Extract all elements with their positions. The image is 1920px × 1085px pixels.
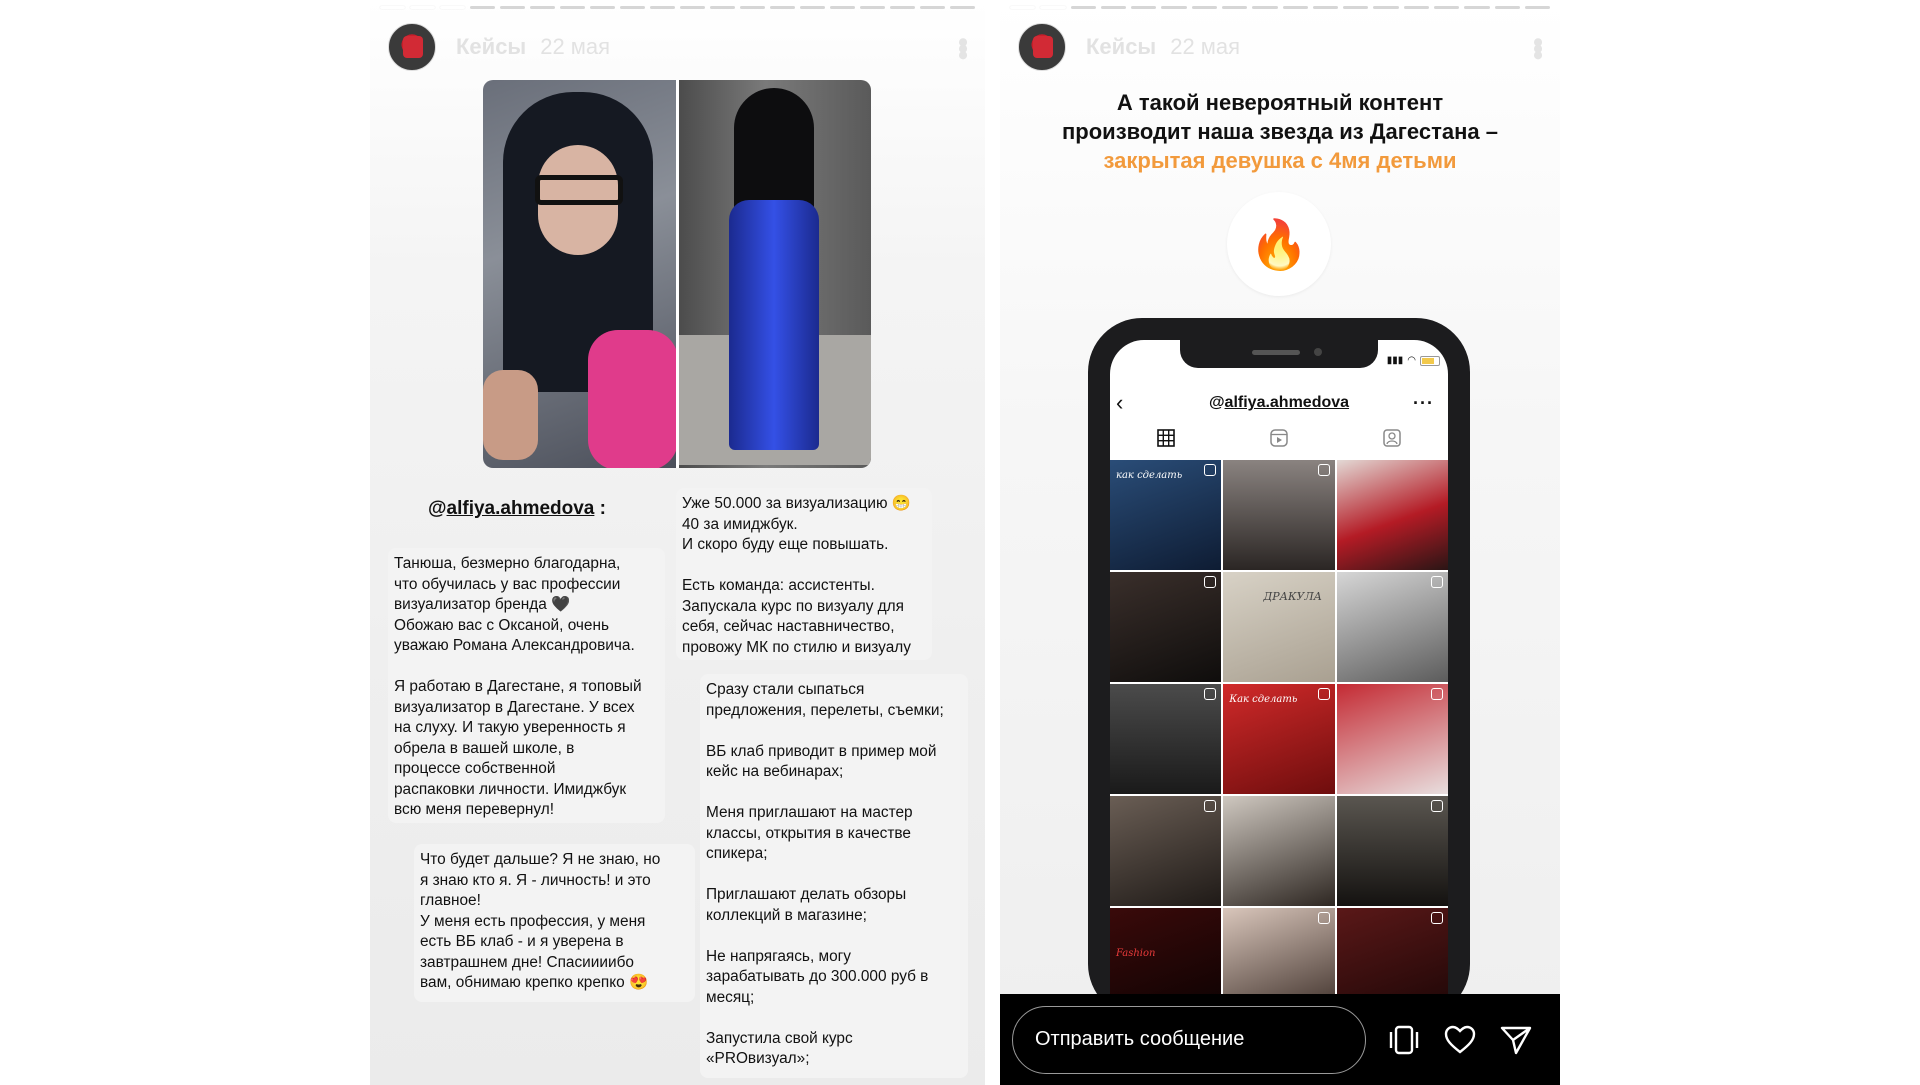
posts-grid [1110,460,1448,1018]
send-icon[interactable] [1498,1022,1534,1058]
story-author-name[interactable]: Кейсы [456,34,527,59]
post-tile[interactable] [1110,572,1221,682]
story-left [370,0,985,1085]
profile-tabs [1110,422,1448,454]
reels-icon [1270,429,1288,447]
testimonial-bubble-3: Что будет дальше? Я не знаю, но я знаю кто я. Я - личность! и это главное! У меня есть профессия, у меня есть ВБ клаб - и я уверена в завтрашнем дне! Спасиииибо вам, обнимаю крепко крепко 😍 [414,844,695,1002]
swap-icon[interactable] [1386,1022,1422,1058]
phone-mockup [1088,318,1470,1018]
post-tile[interactable]: как сделать [1110,460,1221,570]
post-tile[interactable] [1223,796,1334,906]
post-tile[interactable]: ДРАКУЛА [1223,572,1334,682]
more-options-icon[interactable]: ••• [1521,37,1554,57]
testimonial-bubble-1: Танюша, безмерно благодарна, что обучилась у вас профессии визуализатор бренда 🖤 Обожаю вас с Оксаной, очень уважаю Романа Александровича. Я работаю в Дагестане, я топовый визуализатор в Дагестане. У всех на слуху. И такую уверенность я обрела в вашей школе, в процессе собственной распаковки личности. Имиджбук всю меня перевернул! [388,548,665,823]
story-date: 22 мая [540,34,611,59]
fire-reaction-sticker[interactable] [1227,192,1331,296]
profile-handle: @alfiya.ahmedova [1208,394,1350,411]
testimonial-bubble-4: Сразу стали сыпаться предложения, перелеты, съемки; ВБ клаб приводит в пример мой кейс на вебинарах; Меня приглашают на мастер классы, открытия в качестве спикера; Приглашают делать обзоры коллекций в магазине; Не напрягаясь, могу зарабатывать до 300.000 руб в месяц; Запустила свой курс «PROвизуал»; [700,674,968,1078]
wifi-icon: ◠ [1407,355,1416,366]
testimonial-bubble-2: Уже 50.000 за визуализацию 😁 40 за имиджбук. И скоро буду еще повышать. Есть команда: ассистенты. Запускала курс по визуалу для себя, сейчас наставничество, провожу МК по стилю и визуалу [676,488,932,660]
profile-more-icon[interactable]: ··· [1413,392,1434,413]
avatar[interactable] [1018,23,1066,71]
tagged-icon [1383,429,1401,447]
tab-grid[interactable] [1110,422,1223,454]
avatar[interactable] [388,23,436,71]
fire-icon: 🔥 [1249,218,1309,272]
story-headline: А такой невероятный контент производит наша звезда из Дагестана – закрытая девушка с 4мя детьми [1062,90,1498,173]
photo-before [483,80,676,468]
post-tile[interactable] [1337,572,1448,682]
signal-icon: ▮▮▮ [1386,355,1404,366]
post-tile[interactable] [1337,684,1448,794]
status-bar [1387,355,1440,366]
post-tile[interactable] [1337,460,1448,570]
battery-icon [1420,356,1440,366]
more-options-icon[interactable]: ••• [946,37,979,57]
grid-icon [1157,429,1175,447]
client-handle[interactable]: @alfiya.ahmedova : [428,498,606,519]
post-tile[interactable]: Fashion [1110,908,1221,1018]
story-progress [1010,6,1550,9]
tab-tagged[interactable] [1335,422,1448,454]
post-tile[interactable] [1110,684,1221,794]
story-reply-bar [1000,994,1560,1085]
before-after-photos [483,80,871,468]
send-message-input[interactable]: Отправить сообщение [1012,1006,1366,1074]
post-tile[interactable] [1110,796,1221,906]
story-author-name[interactable]: Кейсы [1086,34,1157,59]
post-tile[interactable]: Как сделать [1223,684,1334,794]
post-tile[interactable] [1223,460,1334,570]
story-header [1018,22,1554,72]
story-progress [380,6,975,9]
story-header [388,22,979,72]
heart-icon[interactable] [1442,1022,1478,1058]
back-icon[interactable]: ‹ [1116,390,1124,415]
instagram-profile-screen [1110,340,1448,1020]
profile-topbar [1110,388,1448,418]
post-tile[interactable] [1337,796,1448,906]
story-date: 22 мая [1170,34,1241,59]
story-right [1000,0,1560,1085]
photo-after [679,80,872,468]
tab-reels[interactable] [1223,422,1336,454]
